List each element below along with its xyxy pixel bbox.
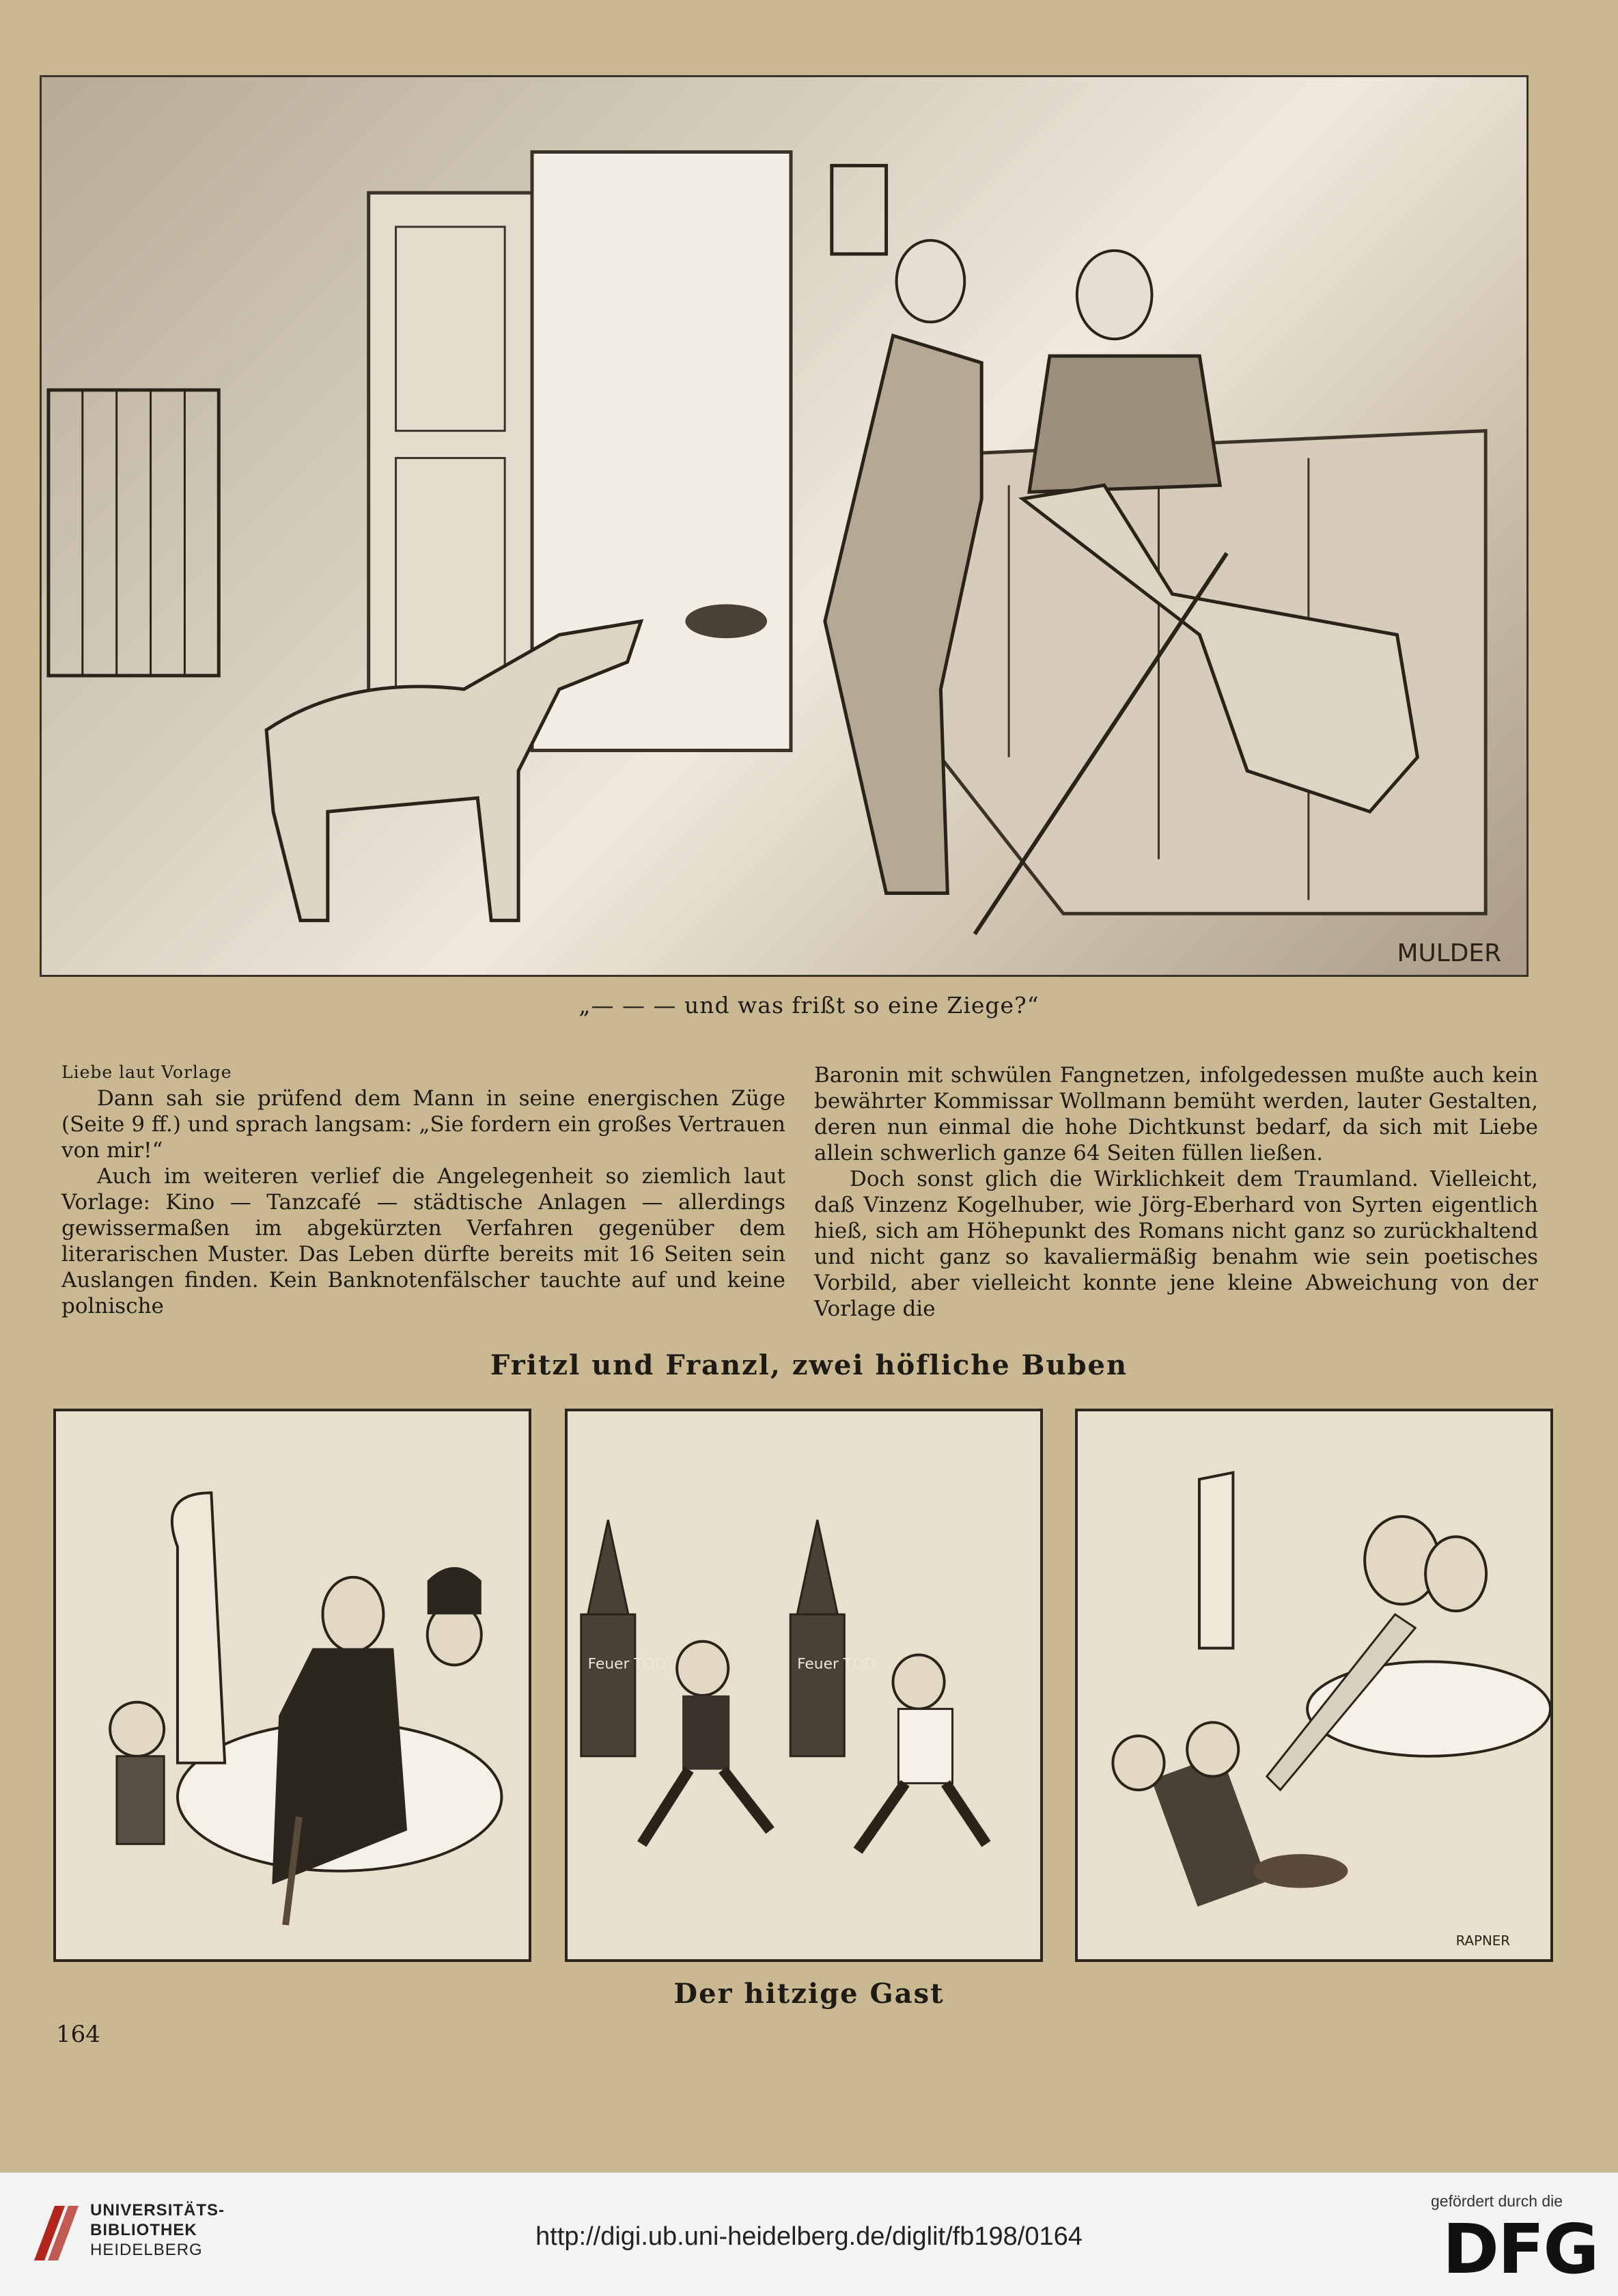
farmer-head xyxy=(1077,251,1152,339)
man-head xyxy=(897,240,965,322)
boy-head xyxy=(1113,1736,1164,1790)
extinguisher-right xyxy=(790,1520,844,1756)
permalink-url[interactable]: http://digi.ub.uni-heidelberg.de/diglit/fb198/0164 xyxy=(535,2222,1083,2251)
comic-panel-1 xyxy=(53,1409,531,1962)
boy-running-legs xyxy=(858,1783,986,1851)
lantern xyxy=(832,165,887,253)
comic-title: Fritzl und Franzl, zwei höfliche Buben xyxy=(490,1349,1128,1381)
comic-panel-3 xyxy=(1075,1409,1553,1962)
article-paragraph: Auch im weiteren verlief die Angelegenheit so ziemlich laut Vorlage: Kino — Tanzcafé — städtische Anlagen — allerdings gewissermaßen im abgekürzten Verfahren gegenüber dem literarischen Muster. Das Leben dürfte bereits mit 16 Seiten sein Auslangen finden. Kein Banknotenfälscher tauchte auf und keine polnische xyxy=(61,1164,785,1318)
article-heading: Liebe laut Vorlage xyxy=(61,1062,232,1082)
goat-stable-illustration xyxy=(40,75,1529,977)
library-name-line: UNIVERSITÄTS- xyxy=(90,2201,225,2219)
boy-running-head xyxy=(893,1655,944,1709)
comic-caption: Der hitzige Gast xyxy=(673,1978,945,2010)
illustration-drawing xyxy=(42,77,1526,975)
plant xyxy=(172,1493,225,1762)
boy-body xyxy=(117,1756,164,1844)
extinguisher-label: Feuer TOD xyxy=(797,1655,876,1673)
boy-head xyxy=(1187,1722,1238,1776)
panel-3-drawing xyxy=(1078,1411,1550,1959)
illustration-caption: „— — — und was frißt so eine Ziege?“ xyxy=(578,992,1040,1019)
boy-running-legs xyxy=(642,1770,770,1844)
man-body xyxy=(825,335,981,893)
comic-signature: RAPNER xyxy=(1455,1933,1510,1949)
extinguisher-left xyxy=(581,1520,635,1756)
door xyxy=(369,193,532,736)
comic-panel-2 xyxy=(565,1409,1043,1962)
guest-head xyxy=(322,1577,383,1652)
article-paragraph: Dann sah sie prüfend dem Mann in seine energischen Züge (Seite 9 ff.) und sprach langsam: „Sie fordern ein großes Vertrauen von mir!“ xyxy=(61,1086,785,1163)
extinguisher-label: Feuer TOD xyxy=(587,1655,667,1673)
library-name-line: BIBLIOTHEK xyxy=(90,2221,197,2239)
boy-running-body xyxy=(682,1696,729,1770)
boy-head xyxy=(110,1702,164,1756)
sponsor-label: gefördert durch die xyxy=(1431,2192,1563,2210)
artist-signature: MULDER xyxy=(1397,939,1502,968)
panel-2-drawing xyxy=(568,1411,1040,1959)
lady-hair xyxy=(428,1567,482,1614)
rabbit-hutch xyxy=(48,390,219,676)
puddle xyxy=(1253,1854,1348,1887)
article-right-column xyxy=(814,1062,1538,1322)
page-number: 164 xyxy=(56,2021,100,2048)
farmer-body xyxy=(1029,356,1220,492)
article-paragraph: Baronin mit schwülen Fangnetzen, infolgedessen mußte auch kein bewährter Kommissar Wollmann bemüht werden, lauter Gestalten, deren nun einmal die hohe Dichtkunst bedarf, da sich mit Liebe allein schwerlich ganze 64 Seiten füllen ließen. xyxy=(814,1063,1538,1165)
dfg-logo: DFG xyxy=(1442,2209,1598,2289)
boy-running-body xyxy=(898,1709,952,1784)
plant xyxy=(1199,1473,1233,1648)
digitization-footer xyxy=(0,2172,1618,2296)
boy-running-head xyxy=(677,1642,728,1696)
article-left-column xyxy=(61,1062,785,1319)
lady-head xyxy=(1425,1537,1486,1612)
library-name-line: HEIDELBERG xyxy=(90,2241,203,2259)
panel-1-drawing xyxy=(56,1411,529,1959)
hat xyxy=(685,604,767,638)
article-paragraph: Doch sonst glich die Wirklichkeit dem Traumland. Vielleicht, daß Vinzenz Kogelhuber, wie Jörg-Eberhard von Syrten eigentlich hieß, sich am Höhepunkt des Romans nicht ganz so zurückhaltend und nicht ganz so kavaliermäßig benahm wie sein poetisches Vorbild, aber vielleicht konnte jene kleine Abweichung von der Vorlage die xyxy=(814,1167,1538,1321)
